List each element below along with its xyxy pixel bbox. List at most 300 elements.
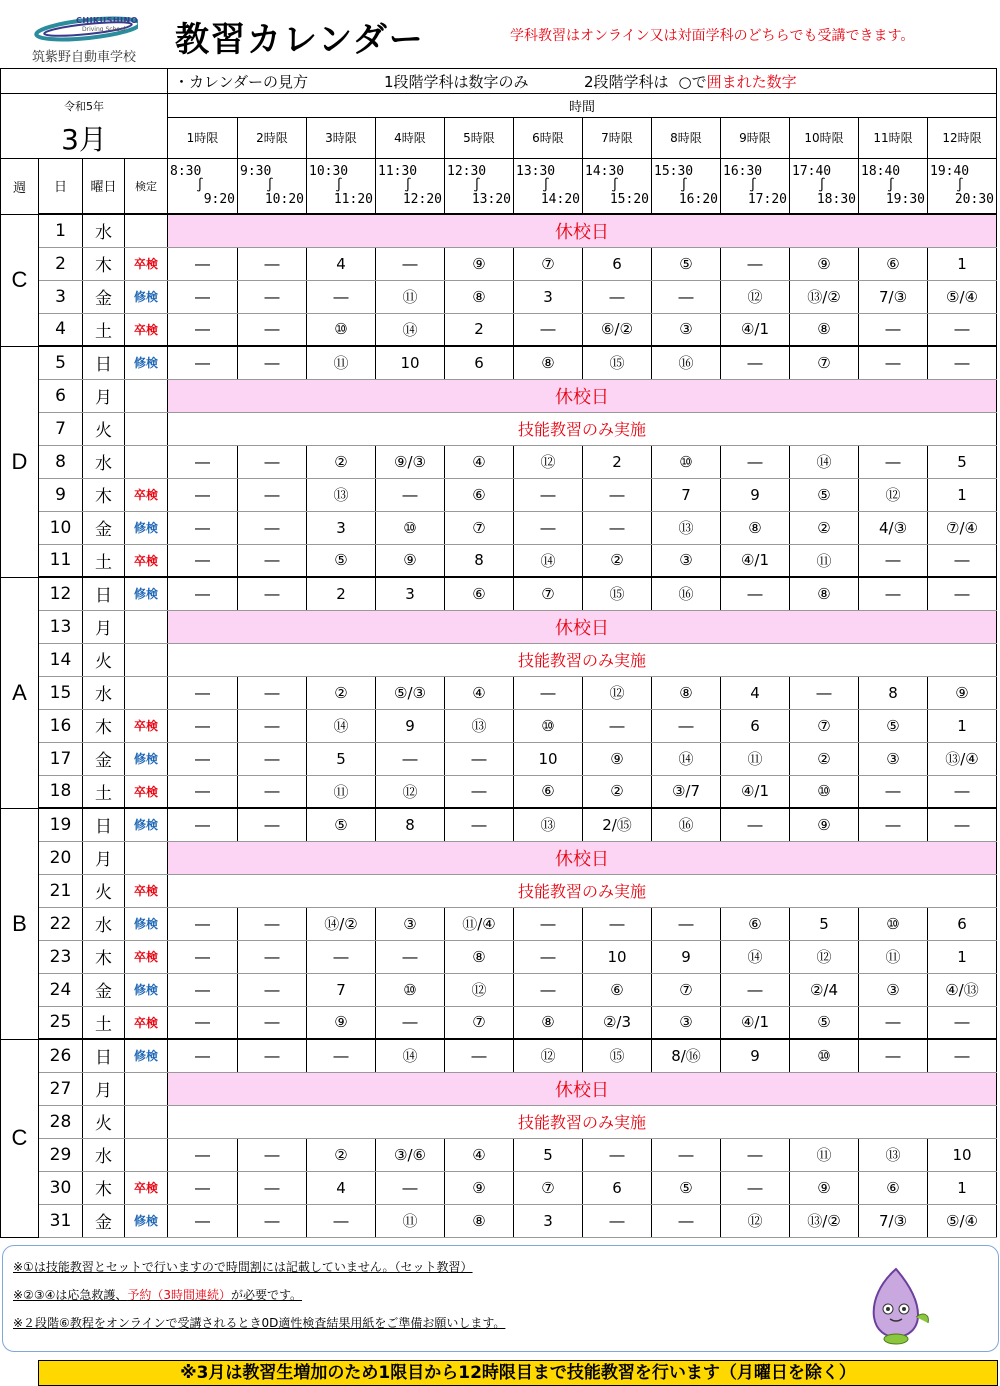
period-end: 11:20 (333, 191, 373, 207)
lesson-slot: ⑫ (721, 1204, 790, 1237)
lesson-slot: ― (238, 940, 307, 973)
day-number: 14 (39, 643, 83, 676)
period-start: 14:30 (585, 163, 625, 179)
lesson-slot: ③/7 (652, 775, 721, 808)
period-header: 2時限 (238, 118, 307, 159)
lesson-slot: ― (583, 280, 652, 313)
weekday: 金 (83, 742, 125, 775)
lesson-slot: 3 (376, 577, 445, 610)
day-row (1, 643, 997, 676)
period-tilde: ∫ (887, 177, 895, 193)
lesson-slot: 7 (652, 478, 721, 511)
lesson-slot: ― (376, 478, 445, 511)
lesson-slot: 8 (376, 808, 445, 841)
lesson-slot: 7/③ (859, 280, 928, 313)
legend-empty-cell (1, 69, 168, 94)
lesson-slot: ② (307, 445, 376, 478)
day-number: 13 (39, 610, 83, 643)
col-week: 週 (1, 158, 39, 214)
school-logo (18, 10, 168, 65)
lesson-slot: 8/⑯ (652, 1039, 721, 1072)
legend-row (1, 69, 997, 94)
period-tilde: ∫ (266, 177, 274, 193)
day-row (1, 1039, 997, 1072)
col-weekday: 曜日 (83, 158, 125, 214)
day-row (1, 445, 997, 478)
lesson-slot: ― (238, 709, 307, 742)
day-number: 29 (39, 1138, 83, 1171)
lesson-slot: ― (168, 313, 238, 346)
month-label: 3月 (1, 118, 168, 159)
lesson-slot: 7 (307, 973, 376, 1006)
lesson-slot: ― (307, 940, 376, 973)
weekday: 金 (83, 280, 125, 313)
period-end: 10:20 (264, 191, 304, 207)
weekday: 火 (83, 412, 125, 445)
day-row (1, 1204, 997, 1237)
lesson-slot: ⑧ (514, 1006, 583, 1039)
lesson-slot: ⑬ (859, 1138, 928, 1171)
lesson-slot: ⑦ (514, 247, 583, 280)
page-header (0, 0, 1000, 68)
lesson-slot: ⑨ (445, 1171, 514, 1204)
day-number: 10 (39, 511, 83, 544)
lesson-slot: ― (238, 346, 307, 379)
day-row (1, 874, 997, 907)
skill-only-cell: 技能教習のみ実施 (168, 643, 997, 676)
lesson-slot: ⑬/④ (928, 742, 997, 775)
lesson-slot: ⑥ (721, 907, 790, 940)
week-label: C (1, 1039, 39, 1237)
period-header: 3時限 (307, 118, 376, 159)
lesson-slot: 10 (928, 1138, 997, 1171)
lesson-slot: ⑯ (652, 577, 721, 610)
lesson-slot: ― (168, 676, 238, 709)
lesson-slot: ③ (859, 973, 928, 1006)
exam-type: 修検 (125, 973, 168, 1006)
lesson-slot: 4 (721, 676, 790, 709)
exam-type: 卒検 (125, 1171, 168, 1204)
period-tilde: ∫ (611, 177, 619, 193)
lesson-slot: ⑭ (307, 709, 376, 742)
lesson-slot: ⑤ (652, 247, 721, 280)
period-start: 15:30 (654, 163, 694, 179)
lesson-slot: ― (238, 742, 307, 775)
lesson-slot: ⑫ (514, 445, 583, 478)
period-start: 13:30 (516, 163, 556, 179)
lesson-slot: 5 (790, 907, 859, 940)
weekday: 日 (83, 1039, 125, 1072)
day-number: 28 (39, 1105, 83, 1138)
exam-type: 卒検 (125, 1006, 168, 1039)
period-header: 9時限 (721, 118, 790, 159)
lesson-slot: 4 (307, 1171, 376, 1204)
lesson-slot: ⑥ (583, 973, 652, 1006)
lesson-slot: ― (514, 973, 583, 1006)
lesson-slot: ― (859, 445, 928, 478)
lesson-slot: ⑩ (859, 907, 928, 940)
period-start: 11:30 (378, 163, 418, 179)
period-time-range (583, 158, 652, 214)
period-start: 17:40 (792, 163, 832, 179)
lesson-slot: 3 (307, 511, 376, 544)
lesson-slot: ⑬ (307, 478, 376, 511)
day-row (1, 808, 997, 841)
lesson-slot: ⑥ (514, 775, 583, 808)
day-number: 17 (39, 742, 83, 775)
period-header: 6時限 (514, 118, 583, 159)
lesson-slot: ― (168, 445, 238, 478)
lesson-slot: ⑪ (790, 544, 859, 577)
lesson-slot: ⑥/② (583, 313, 652, 346)
lesson-slot: ⑩ (652, 445, 721, 478)
lesson-slot: ― (238, 511, 307, 544)
lesson-slot: ⑦ (445, 511, 514, 544)
lesson-slot: ― (859, 577, 928, 610)
weekday: 水 (83, 214, 125, 247)
period-tilde: ∫ (818, 177, 826, 193)
day-number: 18 (39, 775, 83, 808)
weekday: 木 (83, 478, 125, 511)
lesson-slot: ― (168, 1171, 238, 1204)
lesson-slot: 6 (721, 709, 790, 742)
lesson-slot: ― (721, 445, 790, 478)
lesson-slot: ⑬/② (790, 1204, 859, 1237)
lesson-slot: ― (652, 280, 721, 313)
weekday: 日 (83, 808, 125, 841)
lesson-slot: ― (168, 1006, 238, 1039)
lesson-slot: ⑩ (307, 313, 376, 346)
legend-howto: ・カレンダーの見方 (174, 72, 309, 91)
lesson-slot: ⑨/③ (376, 445, 445, 478)
lesson-slot: ⑮ (583, 1039, 652, 1072)
lesson-slot: ― (721, 577, 790, 610)
lesson-slot: ⑪ (790, 1138, 859, 1171)
lesson-slot: ⑫ (445, 973, 514, 1006)
day-row (1, 511, 997, 544)
skill-only-cell: 技能教習のみ実施 (168, 874, 997, 907)
day-row (1, 544, 997, 577)
lesson-slot: ⑦ (445, 1006, 514, 1039)
lesson-slot: ⑨ (307, 1006, 376, 1039)
weekday: 木 (83, 1171, 125, 1204)
lesson-slot: ② (790, 511, 859, 544)
lesson-slot: ― (721, 973, 790, 1006)
lesson-slot: ⑪ (376, 1204, 445, 1237)
lesson-slot: ④/⑬ (928, 973, 997, 1006)
weekday: 金 (83, 511, 125, 544)
day-row (1, 676, 997, 709)
lesson-slot: ⑤ (859, 709, 928, 742)
lesson-slot: ⑮ (583, 346, 652, 379)
lesson-slot: ⑦ (514, 1171, 583, 1204)
period-header: 11時限 (859, 118, 928, 159)
lesson-slot: 4/③ (859, 511, 928, 544)
day-row (1, 907, 997, 940)
day-row (1, 610, 997, 643)
exam-type (125, 676, 168, 709)
day-number: 21 (39, 874, 83, 907)
lesson-slot: 6 (445, 346, 514, 379)
lesson-slot: ⑨ (376, 544, 445, 577)
period-end: 14:20 (540, 191, 580, 207)
lesson-slot: ⑤ (307, 808, 376, 841)
lesson-slot: ― (928, 808, 997, 841)
day-number: 26 (39, 1039, 83, 1072)
weekday: 火 (83, 874, 125, 907)
lesson-slot: ― (376, 1006, 445, 1039)
lesson-slot: ― (376, 247, 445, 280)
lesson-slot: 10 (376, 346, 445, 379)
lesson-slot: ⑭ (376, 313, 445, 346)
col-exam: 検定 (125, 158, 168, 214)
period-time-row (1, 158, 997, 214)
lesson-slot: ― (721, 1171, 790, 1204)
lesson-slot: 5 (928, 445, 997, 478)
lesson-slot: 6 (928, 907, 997, 940)
period-header: 7時限 (583, 118, 652, 159)
weekday: 日 (83, 577, 125, 610)
holiday-cell: 休校日 (168, 841, 997, 874)
lesson-slot: ④ (445, 1138, 514, 1171)
lesson-slot: ⑥ (445, 577, 514, 610)
lesson-slot: ― (168, 973, 238, 1006)
lesson-slot: ― (168, 346, 238, 379)
lesson-slot: ― (583, 1138, 652, 1171)
day-number: 19 (39, 808, 83, 841)
lesson-slot: ― (168, 577, 238, 610)
note-first-aid-a: ※②③④は応急救護、 (13, 1288, 128, 1302)
lesson-slot: 6 (583, 1171, 652, 1204)
lesson-slot: ⑧ (445, 940, 514, 973)
lesson-slot: ― (514, 478, 583, 511)
period-start: 19:40 (930, 163, 970, 179)
lesson-slot: ― (859, 1039, 928, 1072)
col-day: 日 (39, 158, 83, 214)
day-number: 5 (39, 346, 83, 379)
lesson-slot: ― (928, 346, 997, 379)
week-label: C (1, 214, 39, 346)
page-title: 教習カレンダー (175, 20, 425, 60)
holiday-cell: 休校日 (168, 214, 997, 247)
lesson-slot: ― (859, 808, 928, 841)
exam-type (125, 1105, 168, 1138)
period-tilde: ∫ (542, 177, 550, 193)
lesson-slot: ― (168, 775, 238, 808)
lesson-slot: ②/4 (790, 973, 859, 1006)
period-tilde: ∫ (749, 177, 757, 193)
lesson-slot: ⑭ (376, 1039, 445, 1072)
period-header: 10時限 (790, 118, 859, 159)
legend-cell (168, 69, 997, 94)
lesson-slot: ― (307, 1039, 376, 1072)
period-time-range (790, 158, 859, 214)
exam-type (125, 643, 168, 676)
lesson-slot: ― (238, 577, 307, 610)
period-header: 1時限 (168, 118, 238, 159)
day-number: 24 (39, 973, 83, 1006)
weekday: 月 (83, 610, 125, 643)
day-row (1, 973, 997, 1006)
period-end: 19:30 (885, 191, 925, 207)
day-number: 25 (39, 1006, 83, 1039)
weekday: 水 (83, 1138, 125, 1171)
day-row (1, 775, 997, 808)
lesson-slot: ― (928, 313, 997, 346)
lesson-slot: 8 (859, 676, 928, 709)
lesson-slot: ― (238, 775, 307, 808)
weekday: 日 (83, 346, 125, 379)
exam-type (125, 379, 168, 412)
lesson-slot: ― (168, 709, 238, 742)
weekday: 土 (83, 1006, 125, 1039)
lesson-slot: ⑤/④ (928, 280, 997, 313)
lesson-slot: ― (238, 1039, 307, 1072)
lesson-slot: ― (445, 808, 514, 841)
lesson-slot: ③ (652, 544, 721, 577)
lesson-slot: ― (238, 247, 307, 280)
lesson-slot: ⑩ (376, 973, 445, 1006)
exam-type (125, 610, 168, 643)
header-row-year (1, 94, 997, 118)
lesson-slot: ― (721, 808, 790, 841)
lesson-slot: ② (307, 676, 376, 709)
lesson-slot: 10 (583, 940, 652, 973)
period-tilde: ∫ (473, 177, 481, 193)
lesson-slot: ⑦ (652, 973, 721, 1006)
period-start: 8:30 (170, 163, 202, 179)
weekday: 月 (83, 841, 125, 874)
lesson-slot: ― (168, 478, 238, 511)
lesson-slot: ⑭ (652, 742, 721, 775)
skill-only-cell: 技能教習のみ実施 (168, 1105, 997, 1138)
lesson-slot: ― (168, 1204, 238, 1237)
day-number: 22 (39, 907, 83, 940)
lesson-slot: ⑬ (445, 709, 514, 742)
weekday: 木 (83, 940, 125, 973)
exam-type: 卒検 (125, 874, 168, 907)
day-number: 27 (39, 1072, 83, 1105)
lesson-slot: ⑥ (859, 247, 928, 280)
lesson-slot: ― (168, 940, 238, 973)
era-year: 令和5年 (1, 94, 168, 118)
lesson-slot: ② (307, 1138, 376, 1171)
exam-type (125, 1138, 168, 1171)
lesson-slot: ⑭ (514, 544, 583, 577)
lesson-slot: ― (721, 1138, 790, 1171)
period-time-range (238, 158, 307, 214)
lesson-slot: ― (168, 544, 238, 577)
lesson-slot: ― (238, 973, 307, 1006)
lesson-slot: ⑨ (583, 742, 652, 775)
lesson-slot: ― (168, 907, 238, 940)
exam-type (125, 841, 168, 874)
lesson-slot: ― (238, 313, 307, 346)
lesson-slot: ― (168, 742, 238, 775)
day-row (1, 1006, 997, 1039)
lesson-slot: ― (238, 280, 307, 313)
lesson-slot: ― (307, 280, 376, 313)
day-row (1, 577, 997, 610)
day-row (1, 841, 997, 874)
lesson-slot: ④ (445, 676, 514, 709)
lesson-slot: ― (376, 742, 445, 775)
lesson-slot: ― (790, 676, 859, 709)
lesson-slot: ⑤ (307, 544, 376, 577)
day-row (1, 346, 997, 379)
lesson-slot: ― (514, 313, 583, 346)
lesson-calendar-table (0, 68, 997, 1238)
weekday: 木 (83, 247, 125, 280)
period-time-range (168, 158, 238, 214)
lesson-slot: ― (652, 709, 721, 742)
period-header: 5時限 (445, 118, 514, 159)
lesson-slot: ④/1 (721, 313, 790, 346)
period-time-range (376, 158, 445, 214)
lesson-slot: ― (238, 1006, 307, 1039)
lesson-slot: ⑪ (307, 775, 376, 808)
lesson-slot: ⑪ (859, 940, 928, 973)
weekday: 土 (83, 313, 125, 346)
exam-type: 修検 (125, 742, 168, 775)
legend-stage2-prefix: 2段階学科は (584, 72, 669, 91)
lesson-slot: ― (445, 742, 514, 775)
lesson-slot: ― (238, 445, 307, 478)
lesson-slot: ⑧ (721, 511, 790, 544)
lesson-slot: 2 (307, 577, 376, 610)
lesson-slot: ― (859, 346, 928, 379)
lesson-slot: ― (168, 280, 238, 313)
bottom-banner: ※3月は教習生増加のため1限目から12時限目まで技能教習を行います（月曜日を除く） (38, 1360, 998, 1386)
period-start: 16:30 (723, 163, 763, 179)
lesson-slot: 9 (721, 1039, 790, 1072)
lesson-slot: ③ (859, 742, 928, 775)
lesson-slot: ⑩ (790, 1039, 859, 1072)
lesson-slot: ― (238, 676, 307, 709)
lesson-slot: ― (583, 511, 652, 544)
lesson-slot: ⑫ (514, 1039, 583, 1072)
notes-box (2, 1245, 999, 1352)
day-row (1, 478, 997, 511)
lesson-slot: ⑨ (928, 676, 997, 709)
week-label: D (1, 346, 39, 577)
lesson-slot: ⑦/④ (928, 511, 997, 544)
weekday: 金 (83, 1204, 125, 1237)
legend-stage1: 1段階学科は数字のみ (384, 72, 529, 91)
period-time-range (307, 158, 376, 214)
period-header: 8時限 (652, 118, 721, 159)
lesson-slot: 2 (583, 445, 652, 478)
lesson-slot: ④/1 (721, 544, 790, 577)
lesson-slot: ⑦ (790, 346, 859, 379)
day-row (1, 742, 997, 775)
lesson-slot: ― (928, 544, 997, 577)
period-end: 16:20 (678, 191, 718, 207)
exam-type: 卒検 (125, 544, 168, 577)
period-tilde: ∫ (956, 177, 964, 193)
lesson-slot: ― (859, 544, 928, 577)
lesson-slot: ― (928, 1039, 997, 1072)
logo-sub: Driving School (82, 26, 126, 33)
lesson-slot: ⑬ (514, 808, 583, 841)
lesson-slot: ⑫ (859, 478, 928, 511)
lesson-slot: 7/③ (859, 1204, 928, 1237)
lesson-slot: ― (238, 478, 307, 511)
lesson-slot: ⑫ (583, 676, 652, 709)
exam-type: 卒検 (125, 709, 168, 742)
lesson-slot: ― (583, 478, 652, 511)
lesson-slot: 1 (928, 940, 997, 973)
